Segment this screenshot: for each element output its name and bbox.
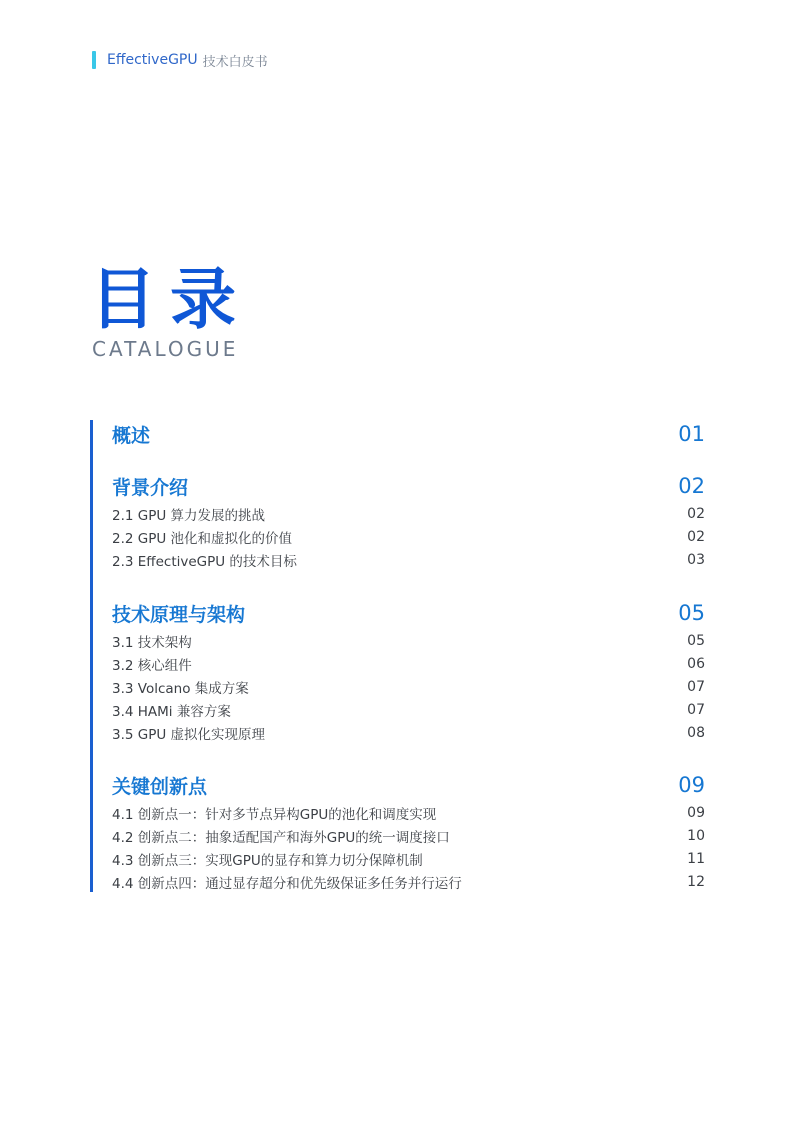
toc-section-heading[interactable] bbox=[93, 472, 705, 500]
header-subtitle: 技术白皮书 bbox=[202, 54, 268, 70]
page-title: 目录 bbox=[90, 261, 250, 338]
toc-item-label: 3.2 核心组件 bbox=[112, 657, 192, 674]
toc-item-page: 02 bbox=[687, 528, 705, 545]
toc-section-page: 01 bbox=[678, 422, 705, 446]
toc-item[interactable] bbox=[93, 801, 705, 824]
toc-item-page: 02 bbox=[687, 505, 705, 522]
toc-section-title: 背景介绍 bbox=[112, 476, 189, 499]
toc-section-heading[interactable] bbox=[93, 420, 705, 448]
toc-item[interactable] bbox=[93, 525, 705, 548]
toc-section-title: 关键创新点 bbox=[112, 775, 208, 798]
header-brand: EffectiveGPU bbox=[107, 52, 198, 68]
toc-item-label: 3.3 Volcano 集成方案 bbox=[112, 680, 249, 697]
toc-item-label: 3.1 技术架构 bbox=[112, 634, 192, 651]
toc-item-label: 2.1 GPU 算力发展的挑战 bbox=[112, 507, 266, 524]
toc-section-4 bbox=[93, 771, 705, 894]
toc-section-heading[interactable] bbox=[93, 599, 705, 627]
toc-item[interactable] bbox=[93, 548, 705, 571]
toc-section-3 bbox=[93, 599, 705, 745]
toc-item[interactable] bbox=[93, 847, 705, 870]
toc-item[interactable] bbox=[93, 722, 705, 745]
page-header bbox=[92, 50, 268, 70]
toc-section-heading[interactable] bbox=[93, 771, 705, 799]
toc-item-label: 4.4 创新点四：通过显存超分和优先级保证多任务并行运行 bbox=[112, 876, 462, 893]
toc-section-page: 09 bbox=[678, 773, 705, 797]
toc-section-title: 概述 bbox=[112, 424, 151, 447]
toc-item[interactable] bbox=[93, 629, 705, 652]
toc-section-2 bbox=[93, 472, 705, 572]
toc-section-1 bbox=[93, 420, 705, 448]
header-accent-bar bbox=[92, 51, 96, 69]
toc-item[interactable] bbox=[93, 699, 705, 722]
toc-item-label: 4.1 创新点一：针对多节点异构GPU的池化和调度实现 bbox=[112, 806, 437, 823]
toc-item[interactable] bbox=[93, 652, 705, 675]
toc-item-label: 4.2 创新点二：抽象适配国产和海外GPU的统一调度接口 bbox=[112, 829, 450, 846]
toc-item[interactable] bbox=[93, 871, 705, 894]
toc-section-title: 技术原理与架构 bbox=[112, 603, 246, 626]
toc-item-page: 07 bbox=[687, 678, 705, 695]
table-of-contents bbox=[90, 420, 705, 892]
toc-item-page: 07 bbox=[687, 702, 705, 719]
toc-item-label: 3.4 HAMi 兼容方案 bbox=[112, 704, 231, 721]
toc-item-page: 10 bbox=[687, 827, 705, 844]
toc-item-page: 08 bbox=[687, 725, 705, 742]
toc-item[interactable] bbox=[93, 502, 705, 525]
toc-item-page: 06 bbox=[687, 655, 705, 672]
toc-item-label: 2.2 GPU 池化和虚拟化的价值 bbox=[112, 530, 293, 547]
toc-item-page: 03 bbox=[687, 551, 705, 568]
toc-item-page: 05 bbox=[687, 632, 705, 649]
toc-item-page: 12 bbox=[687, 874, 705, 891]
toc-item-page: 11 bbox=[687, 850, 705, 867]
toc-item[interactable] bbox=[93, 824, 705, 847]
toc-item-label: 2.3 EffectiveGPU 的技术目标 bbox=[112, 553, 297, 570]
toc-item-label: 3.5 GPU 虚拟化实现原理 bbox=[112, 727, 266, 744]
page-subtitle: CATALOGUE bbox=[92, 337, 239, 361]
toc-item[interactable] bbox=[93, 675, 705, 698]
toc-section-page: 02 bbox=[678, 474, 705, 498]
toc-item-label: 4.3 创新点三：实现GPU的显存和算力切分保障机制 bbox=[112, 852, 423, 869]
toc-section-page: 05 bbox=[678, 601, 705, 625]
toc-item-page: 09 bbox=[687, 804, 705, 821]
